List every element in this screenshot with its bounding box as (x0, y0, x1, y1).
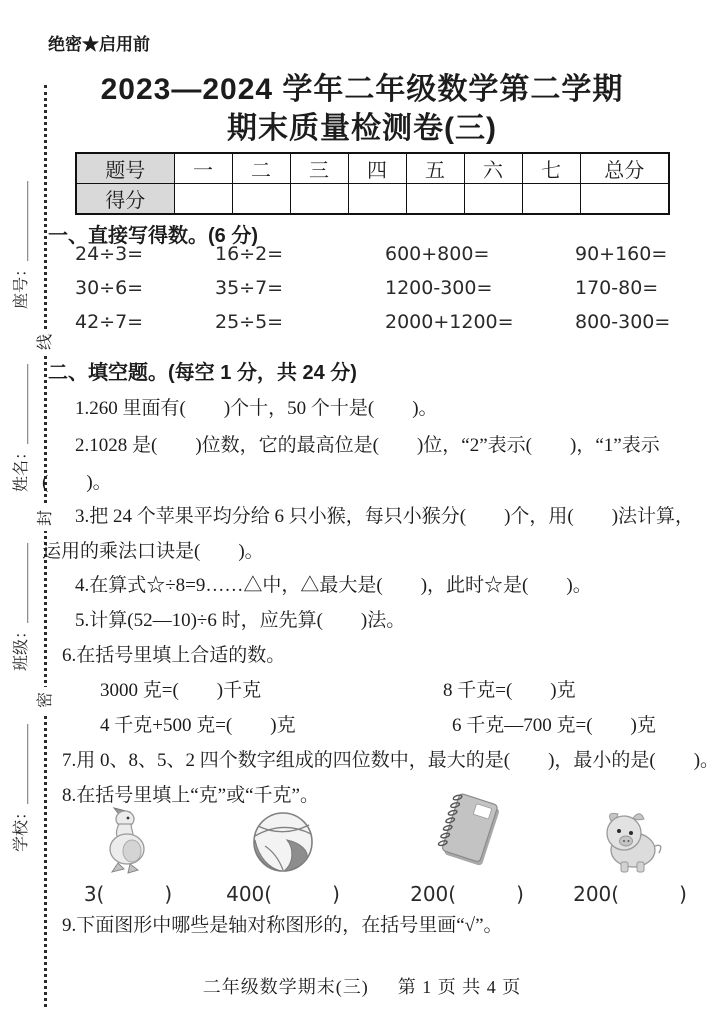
question-3-line1: 3.把 24 个苹果平均分给 6 只小猴，每只小猴分( )个，用( )法计算， (75, 506, 695, 527)
arith-problem: 35÷7= (215, 277, 284, 299)
question-1: 1.260 里面有( )个十，50 个十是( )。 (75, 398, 438, 419)
score-cell (232, 184, 290, 215)
seal-label-class (8, 512, 34, 702)
q8-item-pig (560, 800, 700, 907)
arith-problem: 170-80= (575, 277, 659, 299)
seal-char-xian: 线 (33, 329, 59, 355)
q8-answer-blank: 200( ) (410, 882, 524, 906)
seal-label-text: 班级： (13, 623, 30, 672)
arith-problem: 2000+1200= (385, 311, 514, 333)
classification-label: 绝密★启用前 (48, 35, 150, 54)
score-col-2: 二 (232, 153, 290, 184)
score-col-1: 一 (174, 153, 232, 184)
arith-problem: 16÷2= (215, 243, 284, 265)
seal-blank-line: ＿＿＿＿＿ (13, 180, 30, 261)
q8-item-goose (58, 800, 198, 907)
score-col-total: 总分 (580, 153, 669, 184)
arith-problem: 25÷5= (215, 311, 284, 333)
score-col-5: 五 (406, 153, 464, 184)
question-6-item-4: 6 千克—700 克=( )克 (452, 715, 656, 736)
seal-label-text: 姓名： (13, 444, 30, 493)
notebook-image (397, 786, 537, 874)
seal-blank-line: ＿＿＿＿＿ (13, 723, 30, 804)
seal-blank-line: ＿＿＿＿＿ (13, 363, 30, 444)
arith-problem: 800-300= (575, 311, 671, 333)
question-8: 8.在括号里填上“克”或“千克”。 (62, 785, 319, 806)
score-cell (174, 184, 232, 215)
score-table-score-row (76, 184, 669, 215)
question-6-item-1: 3000 克=( )千克 (100, 680, 262, 701)
question-3-line2: 运用的乘法口诀是( )。 (42, 541, 264, 562)
footer-page-info: 第 1 页 共 4 页 (397, 977, 522, 997)
volleyball-image (213, 800, 353, 874)
question-6: 6.在括号里填上合适的数。 (62, 645, 286, 666)
score-col-6: 六 (464, 153, 522, 184)
seal-char-feng: 封 (33, 505, 59, 531)
question-7: 7.用 0、8、5、2 四个数字组成的四位数中，最大的是( )，最小的是( )。 (62, 750, 720, 771)
score-col-7: 七 (522, 153, 580, 184)
score-col-3: 三 (290, 153, 348, 184)
section1-heading: 一、直接写得数。(6 分) (48, 225, 258, 247)
goose-image (58, 800, 198, 874)
q8-answer-blank: 400( ) (226, 882, 340, 906)
score-cell (522, 184, 580, 215)
arith-problem: 30÷6= (75, 277, 144, 299)
section1-problem-grid (75, 243, 695, 333)
arith-problem: 24÷3= (75, 243, 144, 265)
pig-image (560, 800, 700, 874)
seal-label-text: 座号： (13, 261, 30, 310)
score-table (75, 152, 670, 215)
q8-item-notebook (397, 786, 537, 907)
question-6-item-3: 4 千克+500 克=( )克 (100, 715, 296, 736)
arith-problem: 1200-300= (385, 277, 493, 299)
arith-problem: 42÷7= (75, 311, 144, 333)
score-label: 得分 (76, 184, 174, 215)
score-table-header-row (76, 153, 669, 184)
seal-blank-line: ＿＿＿＿＿ (13, 542, 30, 623)
score-col-4: 四 (348, 153, 406, 184)
question-4: 4.在算式☆÷8=9……△中，△最大是( )，此时☆是( )。 (75, 575, 592, 596)
arith-problem: 90+160= (575, 243, 668, 265)
question-9: 9.下面图形中哪些是轴对称图形的，在括号里画“√”。 (62, 915, 503, 936)
exam-title-line1: 2023—2024 学年二年级数学第二学期 (100, 73, 624, 106)
seal-label-seat-number (8, 150, 34, 340)
seal-char-mi: 密 (33, 687, 59, 713)
question-number-label: 题号 (76, 153, 174, 184)
section2-heading: 二、填空题。(每空 1 分，共 24 分) (48, 362, 357, 384)
question-6-item-2: 8 千克=( )克 (443, 680, 576, 701)
seal-label-text: 学校： (13, 804, 30, 853)
q8-answer-blank: 3( ) (83, 882, 173, 906)
exam-title-line2: 期末质量检测卷(三) (227, 112, 497, 145)
q8-answer-blank: 200( ) (573, 882, 687, 906)
seal-label-name (8, 333, 34, 523)
question-2-line2: ( )。 (42, 472, 112, 493)
score-cell (464, 184, 522, 215)
page-footer (0, 973, 724, 999)
score-cell (348, 184, 406, 215)
score-cell (406, 184, 464, 215)
arith-problem: 600+800= (385, 243, 490, 265)
question-2-line1: 2.1028 是( )位数，它的最高位是( )位，“2”表示( )，“1”表示 (75, 435, 660, 456)
score-cell (580, 184, 669, 215)
footer-paper-name: 二年级数学期末(三) (202, 977, 369, 997)
seal-label-school (8, 693, 34, 883)
question-5: 5.计算(52—10)÷6 时，应先算( )法。 (75, 610, 406, 631)
score-cell (290, 184, 348, 215)
q8-item-volleyball (213, 800, 353, 907)
